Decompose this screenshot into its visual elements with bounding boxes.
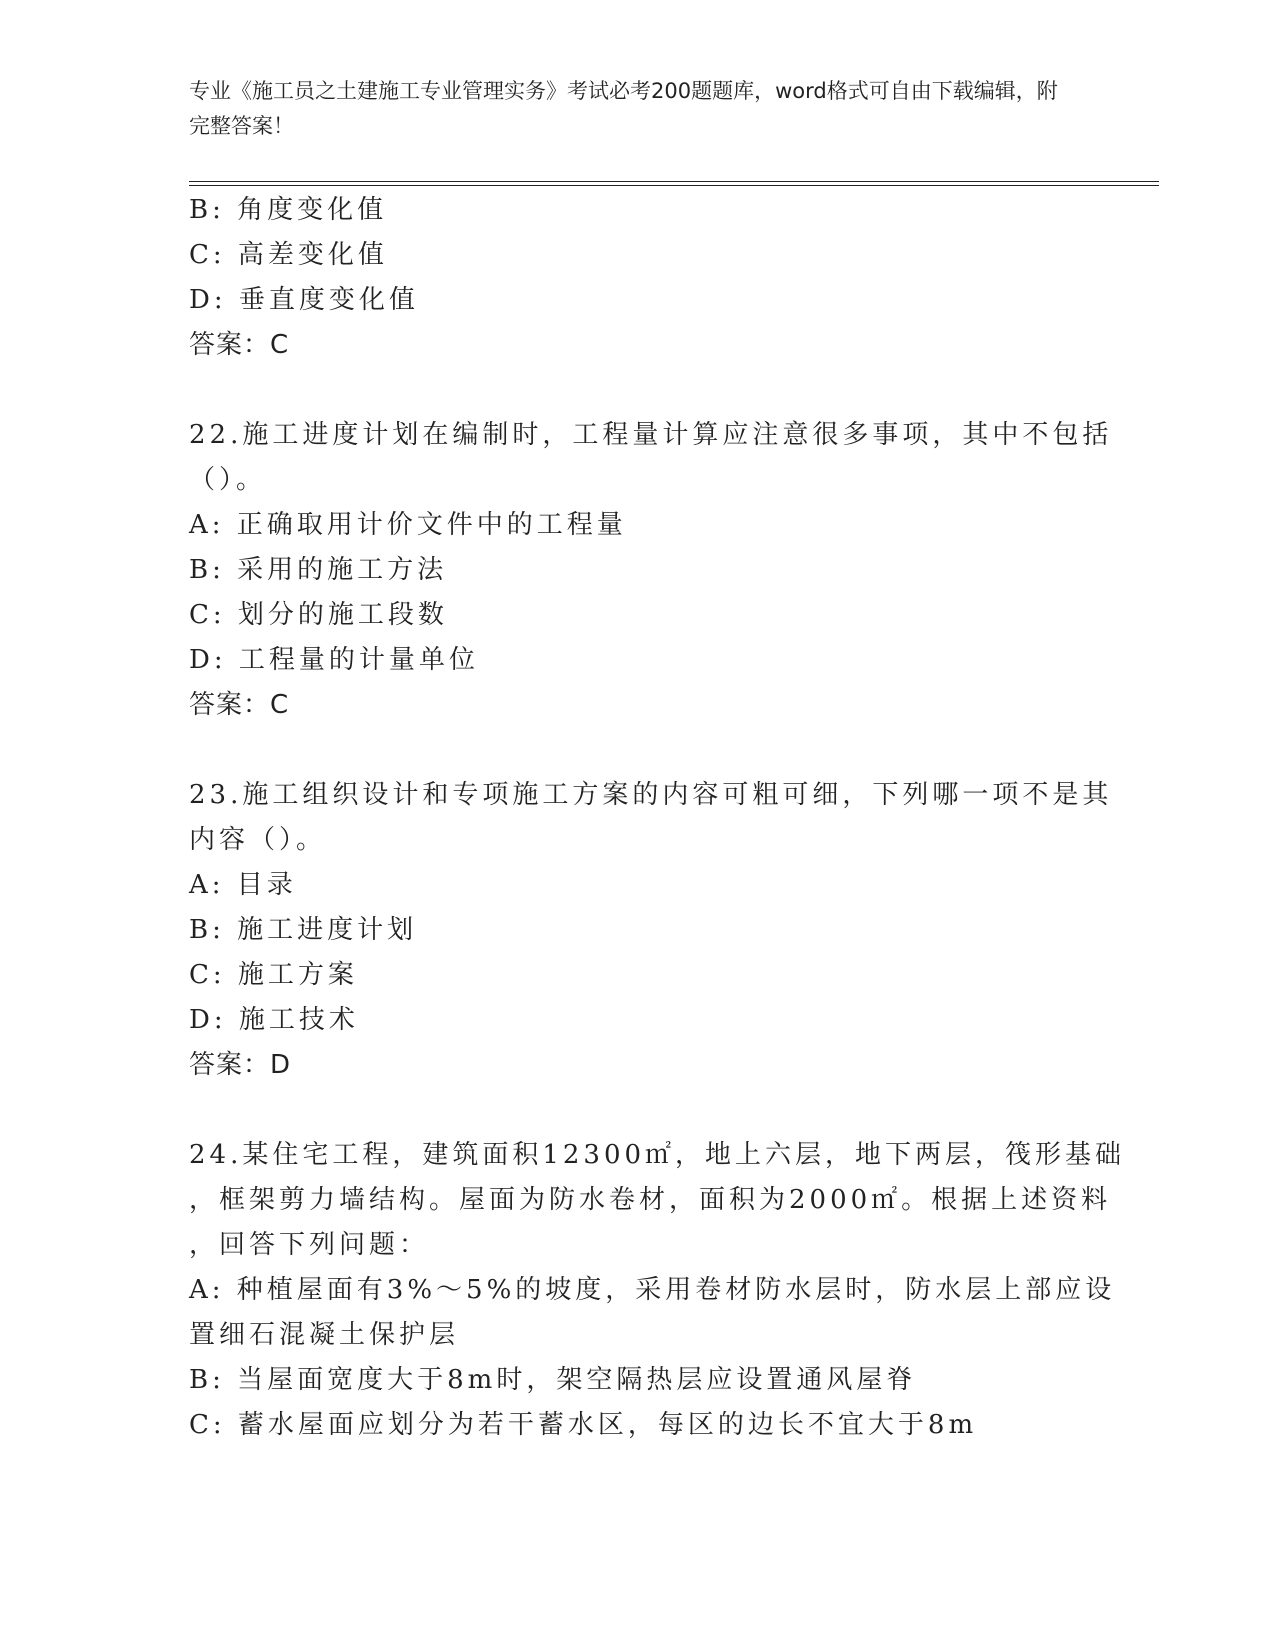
q24-stem-line-3: ，回答下列问题： xyxy=(189,1230,430,1260)
q24-option-b: B: 当屋面宽度大于8m时，架空隔热层应设置通风屋脊 xyxy=(189,1365,917,1395)
prev-option-b: B: 角度变化值 xyxy=(189,195,388,225)
q24-stem-line-2: ，框架剪力墙结构。屋面为防水卷材，面积为2000㎡。根据上述资料 xyxy=(189,1185,1112,1215)
q23-option-c: C: 施工方案 xyxy=(189,960,358,990)
prev-option-c: C: 高差变化值 xyxy=(189,240,388,270)
q22-option-c: C: 划分的施工段数 xyxy=(189,600,448,630)
q22-option-d: D: 工程量的计量单位 xyxy=(189,645,479,675)
document-header: 专业《施工员之土建施工专业管理实务》考试必考200题题库，word格式可自由下载编辑，附完整答案！ xyxy=(189,79,1058,138)
q23-stem-line-1: 23.施工组织设计和专项施工方案的内容可粗可细，下列哪一项不是其 xyxy=(189,780,1113,810)
q22-option-a: A: 正确取用计价文件中的工程量 xyxy=(189,510,627,540)
header-divider-bottom xyxy=(189,185,1159,186)
header-divider-top xyxy=(189,181,1159,182)
q22-option-b: B: 采用的施工方法 xyxy=(189,555,448,585)
q24-option-c: C: 蓄水屋面应划分为若干蓄水区，每区的边长不宜大于8m xyxy=(189,1410,978,1440)
q22-stem-line-2: （）。 xyxy=(189,465,267,495)
q23-option-a: A: 目录 xyxy=(189,870,297,900)
q24-option-a-line-2: 置细石混凝土保护层 xyxy=(189,1320,460,1350)
q23-option-d: D: 施工技术 xyxy=(189,1005,359,1035)
q23-stem-line-2: 内容（）。 xyxy=(189,825,327,855)
q24-option-a-line-1: A: 种植屋面有3%～5%的坡度，采用卷材防水层时，防水层上部应设 xyxy=(189,1275,1116,1305)
q24-stem-line-1: 24.某住宅工程，建筑面积12300㎡，地上六层，地下两层，筏形基础 xyxy=(189,1140,1126,1170)
prev-option-d: D: 垂直度变化值 xyxy=(189,285,419,315)
q22-stem-line-1: 22.施工进度计划在编制时，工程量计算应注意很多事项，其中不包括 xyxy=(189,420,1113,450)
q23-answer: 答案：D xyxy=(189,1050,292,1080)
q22-answer: 答案：C xyxy=(189,690,290,720)
prev-answer: 答案：C xyxy=(189,330,290,360)
q23-option-b: B: 施工进度计划 xyxy=(189,915,418,945)
